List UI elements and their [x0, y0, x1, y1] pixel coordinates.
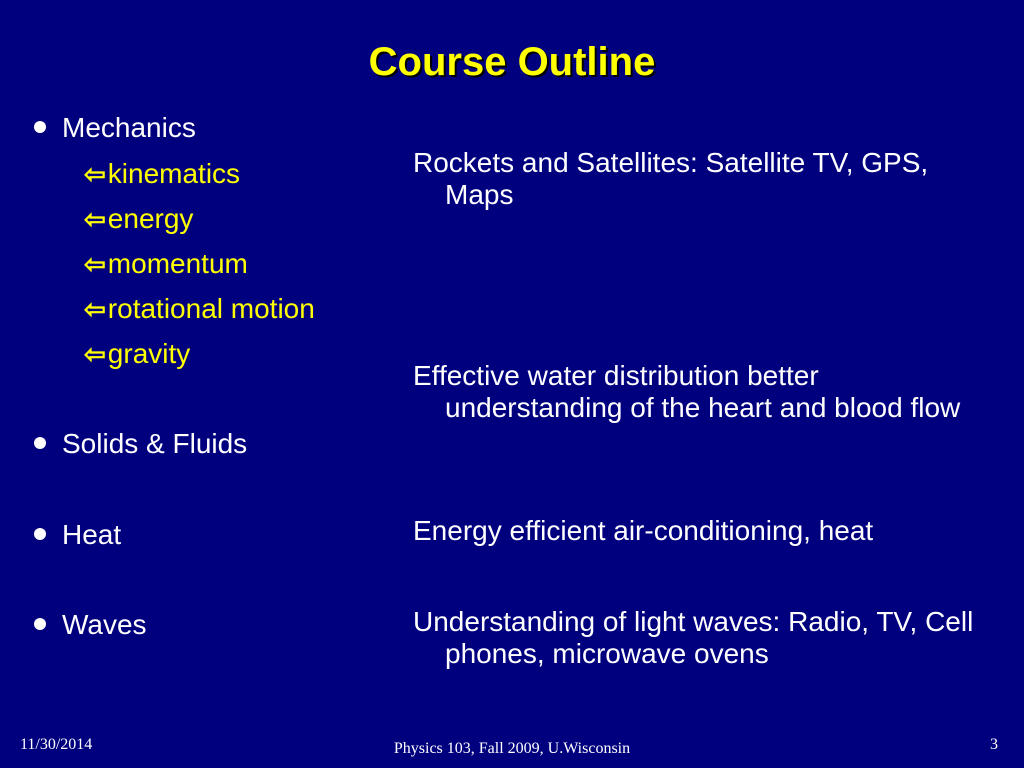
bullet-dot-icon: [34, 618, 46, 630]
subtopic-label: rotational motion: [107, 293, 315, 324]
subtopic-label: kinematics: [107, 158, 241, 189]
left-arrow-icon: ⇦: [84, 159, 106, 189]
application-text: Effective water distribution better understanding of the heart and blood flow: [413, 360, 961, 423]
application-item: [413, 606, 1003, 670]
bullet-dot-icon: [34, 437, 46, 449]
subtopic-label: gravity: [107, 338, 191, 369]
left-arrow-icon: ⇦: [84, 204, 106, 234]
application-text: Understanding of light waves: Radio, TV, Cell phones, microwave ovens: [413, 606, 974, 669]
topic-label: Mechanics: [62, 112, 196, 143]
application-item: [413, 515, 1003, 547]
bullet-dot-icon: [34, 121, 46, 133]
footer-date: 11/30/2014: [20, 736, 93, 753]
application-text: Energy efficient air-conditioning, heat: [413, 515, 874, 546]
left-arrow-icon: ⇦: [84, 294, 106, 324]
subtopic-item: [84, 291, 315, 327]
application-item: [413, 360, 1003, 424]
topic-label: Heat: [62, 519, 122, 550]
topic-label: Waves: [62, 609, 147, 640]
page-number: 3: [990, 736, 998, 753]
topic-item-mechanics: [34, 110, 196, 146]
topic-item-waves: [34, 607, 147, 643]
application-item: [413, 147, 1003, 211]
topic-item-heat: [34, 517, 121, 553]
subtopic-label: momentum: [107, 248, 248, 279]
left-arrow-icon: ⇦: [84, 249, 106, 279]
subtopic-item: [84, 156, 240, 192]
bullet-dot-icon: [34, 528, 46, 540]
slide-title: Course Outline: [368, 40, 656, 84]
left-arrow-icon: ⇦: [84, 339, 106, 369]
topic-item-solids-fluids: [34, 426, 247, 462]
application-text: Rockets and Satellites: Satellite TV, GPS, Maps: [413, 147, 929, 210]
topic-label: Solids & Fluids: [62, 428, 248, 459]
subtopic-item: [84, 336, 190, 372]
subtopic-item: [84, 246, 248, 282]
subtopic-item: [84, 201, 193, 237]
footer-course: Physics 103, Fall 2009, U.Wisconsin: [393, 740, 631, 757]
subtopic-label: energy: [107, 203, 194, 234]
